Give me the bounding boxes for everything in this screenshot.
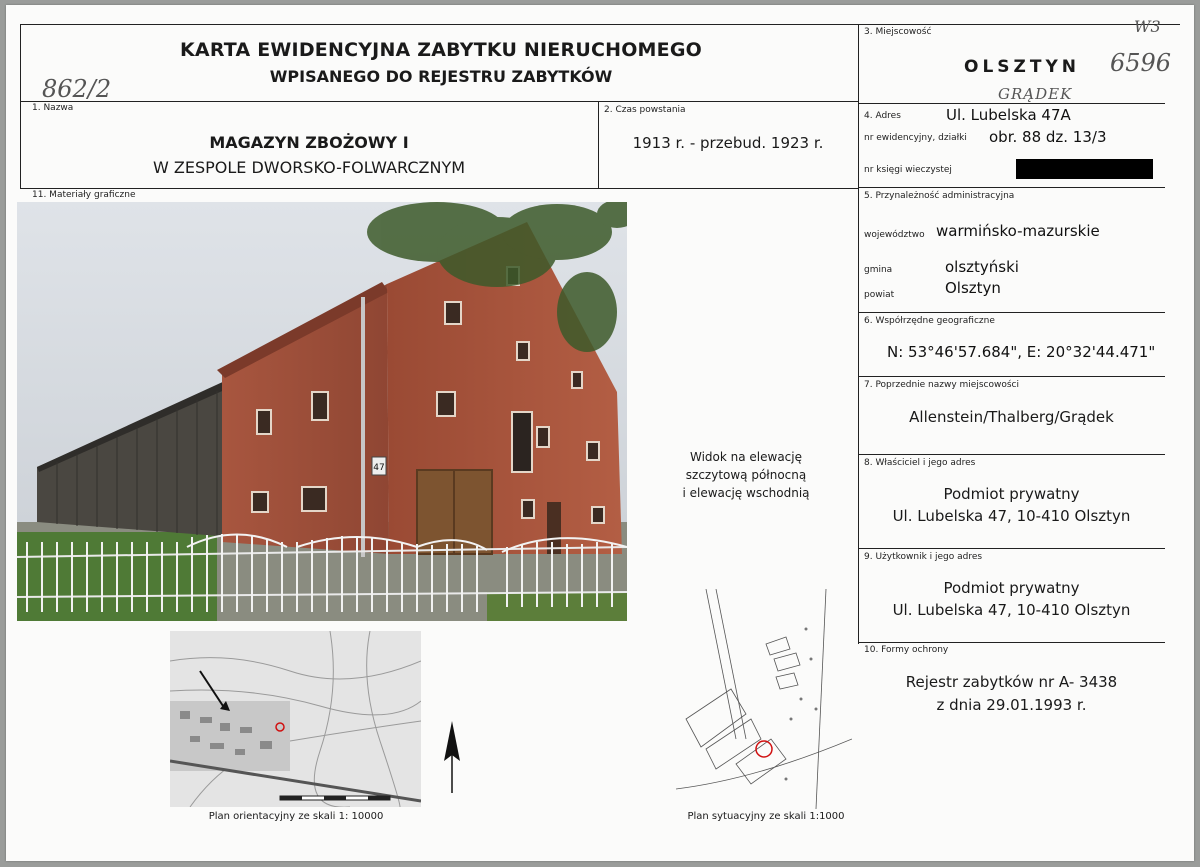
admin-label: 5. Przynależność administracyjna (864, 191, 1015, 201)
parcel-label: nr ewidencyjny, działki (864, 133, 967, 143)
voivodeship-label: województwo (864, 230, 925, 240)
divider-address (858, 103, 1165, 104)
county-label: powiat (864, 290, 895, 300)
situation-map-caption: Plan sytuacyjny ze skali 1:1000 (687, 811, 845, 822)
protection-label: 10. Formy ochrony (864, 645, 949, 655)
photo-caption-line1: Widok na elewację (689, 450, 802, 464)
address-value: Ul. Lubelska 47A (946, 106, 1071, 124)
object-name-line1: MAGAZYN ZBOŻOWY I (209, 133, 409, 152)
photo-caption (646, 448, 846, 502)
house-number: 47 (373, 463, 385, 473)
user-line2: Ul. Lubelska 47, 10-410 Olsztyn (892, 601, 1131, 619)
voivodeship-value: warmińsko-mazurskie (936, 222, 1100, 240)
card-title: KARTA EWIDENCYJNA ZABYTKU NIERUCHOMEGO (180, 39, 702, 61)
handwritten-number-right: 6596 (1110, 49, 1172, 77)
address-label: 4. Adres (864, 111, 901, 121)
orientation-map-caption: Plan orientacyjny ze skali 1: 10000 (208, 811, 384, 822)
photo-caption-line3: i elewację wschodnią (682, 486, 810, 500)
north-arrow-icon (444, 721, 460, 793)
building-photo (17, 202, 627, 621)
locality-label: 3. Miejscowość (864, 27, 932, 37)
border-top (20, 24, 1180, 25)
owner-line2: Ul. Lubelska 47, 10-410 Olsztyn (892, 507, 1131, 525)
land-register-label: nr księgi wieczystej (864, 165, 952, 175)
name-label: 1. Nazwa (32, 103, 74, 113)
orientation-map (170, 631, 421, 807)
protection-line2: z dnia 29.01.1993 r. (936, 696, 1087, 714)
divider-admin (858, 187, 1165, 188)
card-subtitle: WPISANEGO DO REJESTRU ZABYTKÓW (269, 67, 613, 86)
graphics-label: 11. Materiały graficzne (32, 190, 136, 200)
situation-map (676, 589, 852, 809)
handwritten-code: W3 (1134, 17, 1161, 36)
locality-value: OLSZTYN (964, 57, 1080, 77)
protection-line1: Rejestr zabytków nr A- 3438 (905, 673, 1118, 691)
commune-value: Olsztyn (945, 279, 1001, 297)
divider-right-column (858, 24, 859, 644)
parcel-value: obr. 88 dz. 13/3 (989, 128, 1107, 146)
handwritten-gradek: GRĄDEK (998, 85, 1073, 103)
redacted-block (1016, 159, 1153, 179)
record-card (6, 5, 1194, 861)
owner-line1: Podmiot prywatny (943, 485, 1080, 503)
divider-owner (858, 454, 1165, 455)
coords-label: 6. Współrzędne geograficzne (864, 316, 995, 326)
divider-protection (858, 642, 1165, 643)
date-label: 2. Czas powstania (604, 105, 686, 115)
divider-title (20, 101, 858, 102)
divider-prev-names (858, 376, 1165, 377)
county-value: olsztyński (945, 258, 1019, 276)
handwritten-number: 862/2 (42, 75, 112, 103)
user-label: 9. Użytkownik i jego adres (864, 552, 983, 562)
prev-names-value: Allenstein/Thalberg/Grądek (909, 408, 1114, 426)
divider-user (858, 548, 1165, 549)
divider-graphics (20, 188, 858, 189)
prev-names-label: 7. Poprzednie nazwy miejscowości (864, 380, 1019, 390)
object-name-line2: W ZESPOLE DWORSKO-FOLWARCZNYM (152, 158, 466, 177)
commune-label: gmina (864, 265, 893, 275)
divider-coords (858, 312, 1165, 313)
date-value: 1913 r. - przebud. 1923 r. (632, 134, 824, 152)
photo-caption-line2: szczytową północną (685, 468, 807, 482)
coords-value: N: 53°46'57.684", E: 20°32'44.471" (887, 343, 1156, 361)
owner-label: 8. Właściciel i jego adres (864, 458, 976, 468)
user-line1: Podmiot prywatny (943, 579, 1080, 597)
